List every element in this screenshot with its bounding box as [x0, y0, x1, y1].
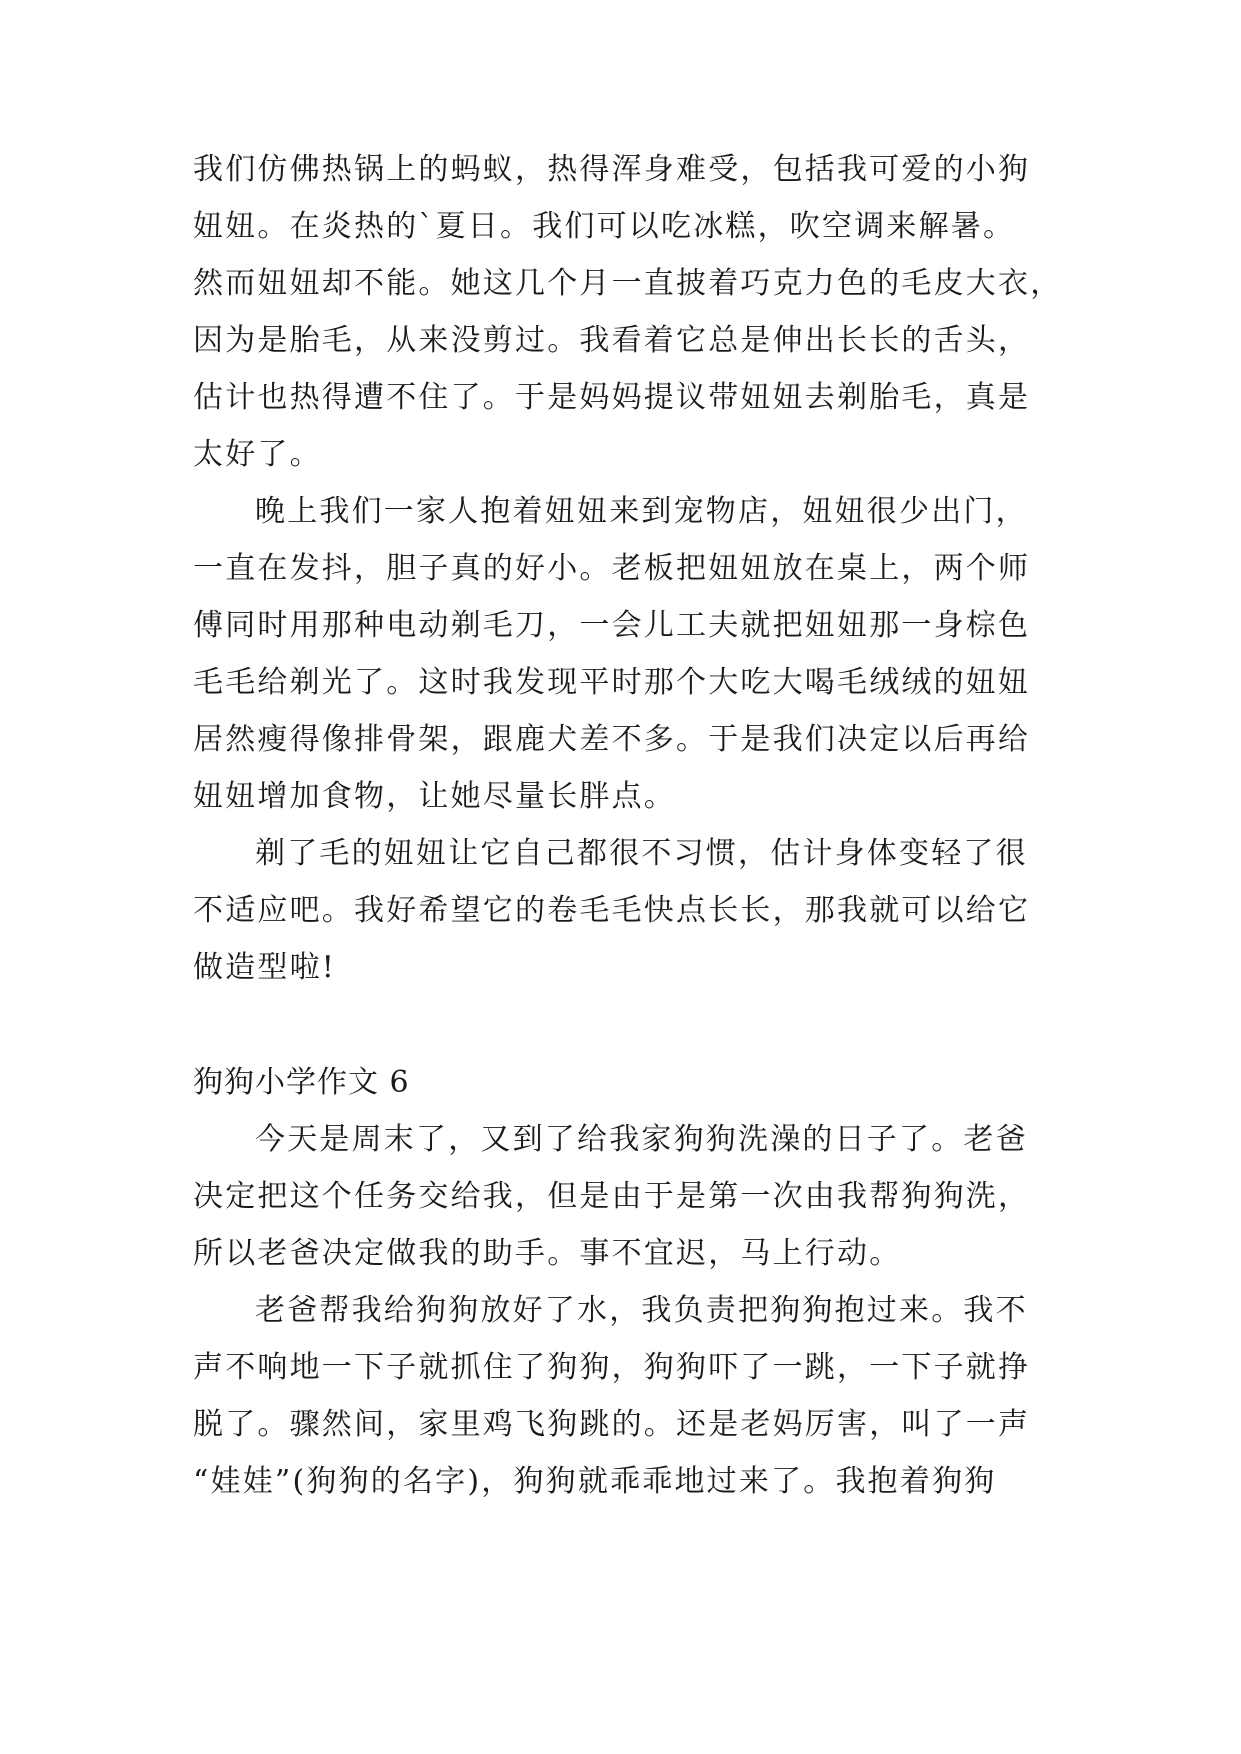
paragraph-line: 声不响地一下子就抓住了狗狗，狗狗吓了一跳，一下子就挣	[193, 1350, 1031, 1385]
paragraph-line: 妞妞增加食物，让她尽量长胖点。	[193, 779, 676, 814]
paragraph-line: 毛毛给剃光了。这时我发现平时那个大吃大喝毛绒绒的妞妞	[193, 665, 1031, 700]
paragraph-line: 妞妞。在炎热的`夏日。我们可以吃冰糕，吹空调来解暑。	[193, 209, 1016, 244]
paragraph-line: 太好了。	[193, 437, 322, 472]
essay-title: 狗狗小学作文 6	[193, 1065, 410, 1100]
paragraph-line: 我们仿佛热锅上的蚂蚁，热得浑身难受，包括我可爱的小狗	[193, 152, 1031, 187]
paragraph-line: 傅同时用那种电动剃毛刀，一会儿工夫就把妞妞那一身棕色	[193, 608, 1031, 643]
paragraph-line: 因为是胎毛，从来没剪过。我看着它总是伸出长长的舌头，	[193, 323, 1031, 358]
paragraph-line: 所以老爸决定做我的助手。事不宜迟，马上行动。	[193, 1236, 902, 1271]
paragraph-line: 老爸帮我给狗狗放好了水，我负责把狗狗抱过来。我不	[255, 1293, 1028, 1328]
paragraph-line: “娃娃”(狗狗的名字)，狗狗就乖乖地过来了。我抱着狗狗	[193, 1464, 997, 1499]
paragraph-line: 一直在发抖，胆子真的好小。老板把妞妞放在桌上，两个师	[193, 551, 1031, 586]
paragraph-line: 不适应吧。我好希望它的卷毛毛快点长长，那我就可以给它	[193, 893, 1031, 928]
paragraph-line: 晚上我们一家人抱着妞妞来到宠物店，妞妞很少出门，	[255, 494, 1028, 529]
paragraph-line: 估计也热得遭不住了。于是妈妈提议带妞妞去剃胎毛，真是	[193, 380, 1031, 415]
paragraph-line: 做造型啦!	[193, 950, 337, 985]
paragraph-line: 脱了。骤然间，家里鸡飞狗跳的。还是老妈厉害，叫了一声	[193, 1407, 1031, 1442]
paragraph-line: 今天是周末了，又到了给我家狗狗洗澡的日子了。老爸	[255, 1122, 1028, 1157]
paragraph-line: 剃了毛的妞妞让它自己都很不习惯，估计身体变轻了很	[255, 836, 1028, 871]
paragraph-line: 决定把这个任务交给我，但是由于是第一次由我帮狗狗洗，	[193, 1179, 1031, 1214]
paragraph-line: 居然瘦得像排骨架，跟鹿犬差不多。于是我们决定以后再给	[193, 722, 1031, 757]
paragraph-line: 然而妞妞却不能。她这几个月一直披着巧克力色的毛皮大衣，	[193, 266, 1063, 301]
